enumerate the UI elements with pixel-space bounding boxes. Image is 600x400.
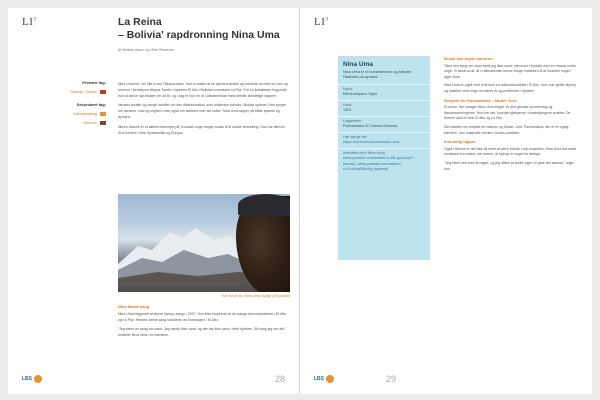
soundcloud-link[interactable]: https://soundcloud.com/nina-uma [343,140,399,144]
info-row: Interview med Nina Uma: www.youtube.com/watch?v=B5-gs4-pqHY (dansk), www.youtube.com/watch?v=GUvKqRIBuRg (spansk) [338,148,430,175]
video-thumbnail[interactable] [118,194,290,292]
section-heading: Musik kan bryde barrierer [444,56,493,61]
secondary-subject-item[interactable]: Samfundsfag [22,109,106,118]
paragraph: "Jeg skrev en sang om vand. Jeg havde ikke vand, og der var ikke vand i hele bydelen. Så sang jeg om det," fortæller Nina Uma i et interview. [118,327,287,338]
page-number: 29 [386,374,397,384]
intro-text [118,82,288,140]
publisher-logo: LBS [314,374,338,384]
hat-shape [238,194,290,216]
byline: Af Bettina Gaum og Gitte Pedersen [118,48,175,52]
flag-icon [100,90,106,94]
paragraph: "Med min sang om vand fandt jeg ikke vand, men kom i kontakt med en masse andre unge. Vi fandt ud af, at vi allesammen kunne bruge musikken til at forandre noget," siger Nina. [444,63,576,79]
interview-links[interactable]: www.youtube.com/watch?v=B5-gs4-pqHY (dansk), www.youtube.com/watch?v=GUvKqRIBuRg (spansk) [343,156,414,171]
tag-icon [100,121,106,125]
paragraph: Også i Bolivia er det ikke så nemt at være kvinde i rap-musikken. Nina Uma har mødt modstand fra mænd, der mener, at hiphop er noget for drenge. [444,146,577,157]
logo-dot-icon [326,375,334,383]
video-caption-link[interactable]: Klik for at se i Nina Uma synge på youtube [222,294,290,298]
paragraph: Nina Uma begyndte at skrive hiphop-sange i 2007. Hun blev inspireret af de mange demonstrationer i El Alto og La Paz. Hendes første sang handlede om hverdagen i El Alto. [118,311,287,322]
primary-subject-item[interactable]: Spansk, Dansk [22,87,106,96]
section-heading: Kvindelig rapper [444,139,476,145]
page-logo: $LI^3$ [314,16,329,28]
book-spread [8,8,592,394]
paragraph: "Jeg bliver ved med at rappe, og jeg håber at andre piger vil gøre det samme," siger hun. [444,160,574,171]
left-page [8,8,300,394]
secondary-subject-label: Sekundært fag: [76,102,106,107]
right-column-text [444,54,580,175]
logo-dot-icon [34,375,42,383]
page-number: 28 [274,374,285,384]
paragraph: Nina Uma bor i en lille ø ved Titicaca-søen. Hun er datter af en aymara-familie og voksede op med sin mor og mormor i landsbyen Wayna Tambo i bydelen El Alto i Bolivias hovedstad La Paz. Fra 14-årsalderen begyndte hun at skrive rap-tekster om sit liv, og i dag er hun en af Latinamerikas mest kendte kvindelige rappere. [118,82,288,98]
info-row: Født: 1991 [338,100,430,116]
paragraph: Hendes tekster og sange handler om den diskrimination, som indianske kvinder i Bolivia oplever. Hun synger om racisme, vold og ulighed, men også om stolthed over sin kultur. Nina Uma rapper på både spansk og aymara. [118,103,287,119]
paragraph: Nina Uma er også med til at lave en radioudsendelse i El Alto, hvor hun spiller hiphop og snakker med unge om deres liv og problemer i bydelen. [444,83,577,93]
info-row: Hør sange fra: https://soundcloud.com/nina-uma [338,132,430,148]
subject-sidebar [22,78,106,127]
title-line-2: – Bolivia' rapdronning Nina Uma [118,29,280,41]
info-box [338,56,430,260]
article-title [118,16,280,42]
info-row: Udgivelser: Pachamama & Chiama Okimma [338,116,430,132]
paragraph: Nina's historie er et stærkt eksempel på, hvordan unge bruger musik til at skabe forandring. Hun har fået lov til at turnere i hele Sydamerika og Europa. [118,124,286,135]
primary-subject-label: Primært fag: [82,80,106,85]
first-song-section [118,302,288,343]
title-line-1: La Reina [118,16,162,28]
tag-icon [100,112,106,116]
right-page [300,8,592,394]
publisher-logo: LBS [22,374,46,384]
paragraph: Det handler om respekt for naturen og Moder Jord, Pachamama, der er et vigtigt element i den indianske verden i Andes-området. [444,124,569,135]
paragraph: Et emne, der optager Nina Uma meget, er den globale opvarmning og klimaforandringerne. Hun har set, hvordan gletsjerne i Andesbjergene smelter. De leverer vand til hele El Alto og La Paz. [444,105,571,121]
section-heading: Nina første sang [118,304,150,309]
section-heading: Respekt for Pachamama – Moder Jord [444,97,517,103]
secondary-subject-item[interactable]: Historie [22,118,106,127]
info-box-title: Nina Uma [343,61,373,68]
page-logo: $LI^3$ [22,16,37,28]
info-box-subtitle: Nina Uma er et kunstnernavn og betyder Rødvand på aymara [343,69,412,79]
info-row: Navn: Elena Amparo Tapia [338,84,430,100]
